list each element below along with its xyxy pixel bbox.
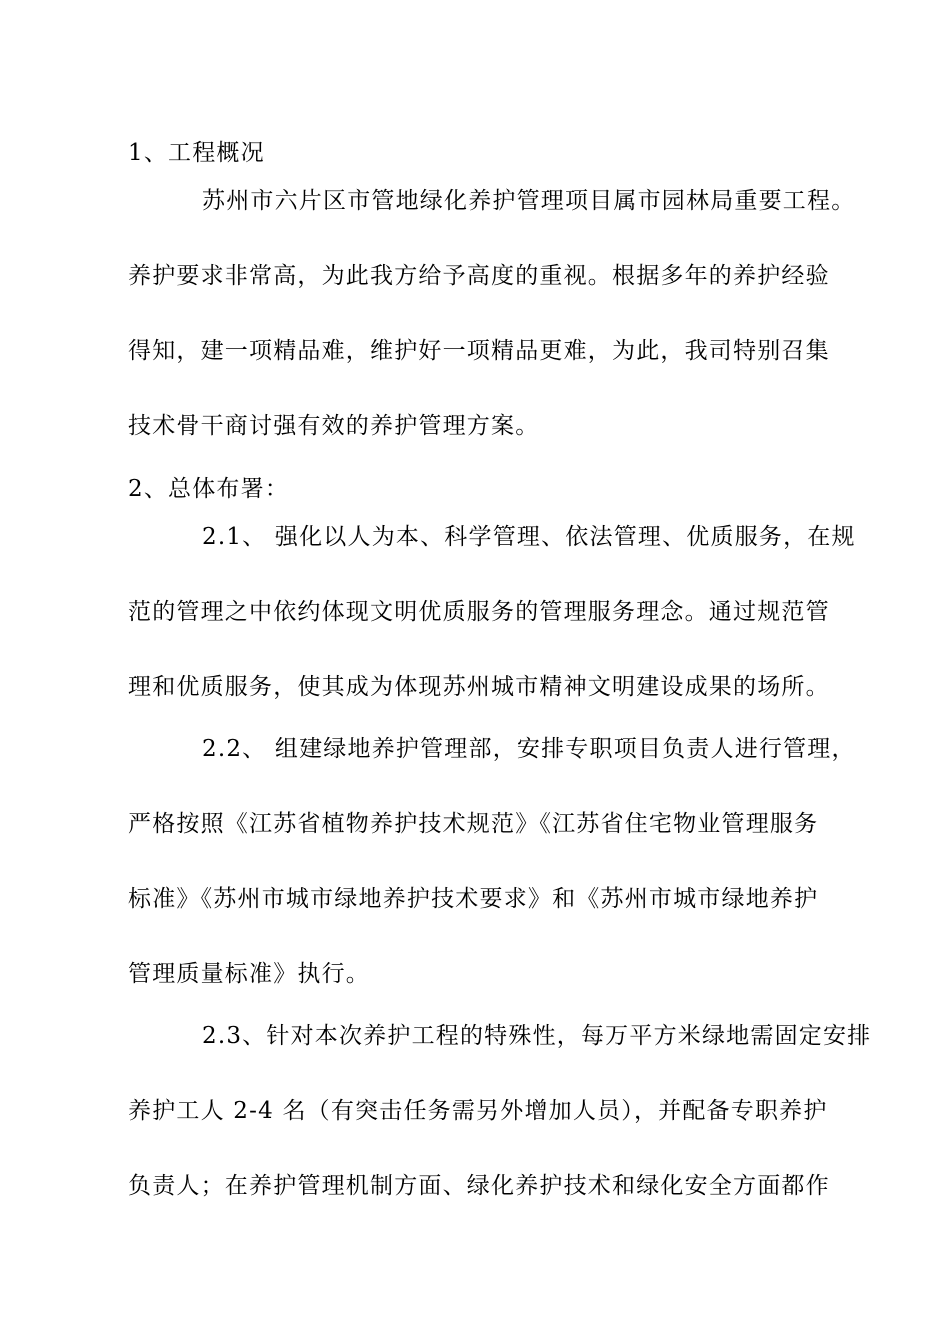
paragraph-line: 2.2、 组建绿地养护管理部，安排专职项目负责人进行管理，	[202, 736, 856, 762]
paragraph-line: 苏州市六片区市管地绿化养护管理项目属市园林局重要工程。	[202, 188, 856, 214]
paragraph-line: 理和优质服务，使其成为体现苏州城市精神文明建设成果的场所。	[128, 674, 830, 700]
paragraph-line: 养护工人 2-4 名（有突击任务需另外增加人员），并配备专职养护	[128, 1098, 828, 1124]
section-heading-1: 1、工程概况	[128, 140, 265, 166]
paragraph-line: 管理质量标准》执行。	[128, 961, 370, 987]
paragraph-line: 技术骨干商讨强有效的养护管理方案。	[128, 413, 540, 439]
paragraph-line: 2.1、 强化以人为本、科学管理、依法管理、优质服务，在规	[202, 524, 856, 550]
paragraph-line: 标准》《苏州市城市绿地养护技术要求》和《苏州市城市绿地养护	[128, 886, 819, 912]
paragraph-line: 养护要求非常高，为此我方给予高度的重视。根据多年的养护经验	[128, 263, 830, 289]
paragraph-line: 范的管理之中依约体现文明优质服务的管理服务理念。通过规范管	[128, 599, 830, 625]
paragraph-line: 得知，建一项精品难，维护好一项精品更难，为此，我司特别召集	[128, 338, 830, 364]
paragraph-line: 2.3、针对本次养护工程的特殊性，每万平方米绿地需固定安排	[202, 1023, 872, 1049]
paragraph-line: 负责人；在养护管理机制方面、绿化养护技术和绿化安全方面都作	[128, 1173, 830, 1199]
paragraph-line: 严格按照《江苏省植物养护技术规范》《江苏省住宅物业管理服务	[128, 811, 819, 837]
section-heading-2: 2、总体布署：	[128, 476, 290, 502]
